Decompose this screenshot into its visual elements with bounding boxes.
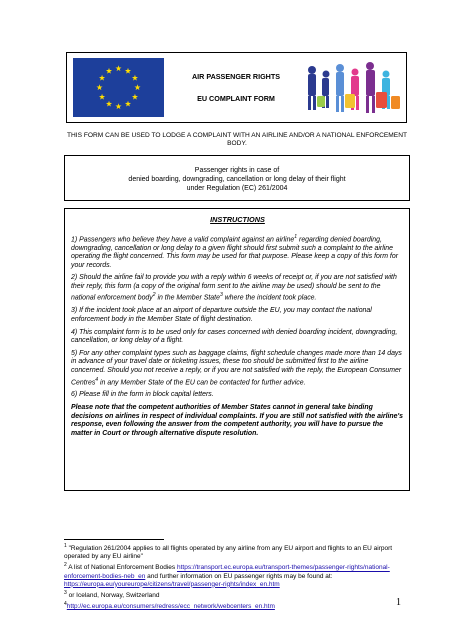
footnote-1 <box>64 542 414 561</box>
footnote-2 <box>64 561 414 588</box>
footnote-2-text-b: and further information on EU passenger rights may be found at: <box>145 572 333 580</box>
instruction-1-text-b: regarding denied boarding, downgrading, cancellation or long delay to a given flight should first submit such a complaint to the airline operating the flight concerned. This form may be used for that purpose. Please keep a copy of this form for your records. <box>71 235 399 269</box>
footnote-2-number: 2 <box>64 562 67 569</box>
instructions-box <box>64 208 410 491</box>
footnote-3-number: 3 <box>64 589 67 596</box>
footnotes <box>64 542 414 611</box>
passenger-rights-box <box>64 155 410 201</box>
form-header-box <box>66 52 407 123</box>
form-title-line2: EU COMPLAINT FORM <box>197 94 275 103</box>
instruction-2-text-c: where the incident took place. <box>222 294 317 302</box>
instruction-6: 6) Please fill in the form in block capital letters. <box>71 391 214 399</box>
instruction-2-text-b: in the Member State <box>155 294 220 302</box>
form-title-line1: AIR PASSENGER RIGHTS <box>191 72 281 81</box>
page-number: 1 <box>396 597 401 608</box>
instruction-5-text-b: in any Member State of the EU can be contacted for further advice. <box>98 378 306 386</box>
instruction-4: 4) This complaint form is to be used only for cases concerned with denied boarding incident, downgrading, cancellation, or long delay of a flight. <box>71 328 398 345</box>
footnote-ref-4: 4 <box>95 376 99 383</box>
footnote-ref-3: 3 <box>219 292 223 299</box>
footnote-4 <box>64 600 414 611</box>
ecc-network-link[interactable]: http://ec.europa.eu/consumers/redress/ecc_network/webcenters_en.htm <box>66 603 275 611</box>
rights-line3: under Regulation (EC) 261/2004 <box>186 185 288 192</box>
footnote-1-text: "Regulation 261/2004 applies to all flights operated by any airline from any EU airport and flights to an EU airport operated by any EU airline" <box>64 545 393 561</box>
rights-line2: denied boarding, downgrading, cancellation or long delay of their flight <box>128 176 346 183</box>
footnote-2-text-a: A list of National Enforcement Bodies <box>66 564 177 572</box>
neb-list-link[interactable]: https://transport.ec.europa.eu/transport-themes/passenger-rights/national-enforcement-bodies-neb_en <box>64 564 390 580</box>
passengers-illustration <box>300 56 404 120</box>
intro-note: THIS FORM CAN BE USED TO LODGE A COMPLAINT WITH AN AIRLINE AND/OR A NATIONAL ENFORCEMENT BODY. <box>66 132 407 147</box>
instruction-2 <box>71 274 404 303</box>
competent-authorities-note: Please note that the competent authorities of Member States cannot in general take binding decisions on airlines in respect of individual complaints. If you are still not satisfied with the airline's response, even following the answer from the competent authority, you will have to pursue the matter in Court or through alternative dispute resolution. <box>71 404 404 437</box>
footnote-ref-2: 2 <box>152 292 156 299</box>
footnote-3 <box>64 589 414 600</box>
instruction-5-text-a: 5) For any other complaint types such as baggage claims, flight schedule changes made more than 14 days in advance of your travel date or ticketing issues, these too should be submitted first to the airline concerned. Should you not receive a reply, or if you are not satisfied with the reply, the European Consumer Centres <box>71 349 402 386</box>
rights-line1: Passenger rights in case of <box>194 167 280 174</box>
instruction-5 <box>71 350 404 388</box>
instruction-3: 3) If the incident took place at an airport of departure outside the EU, you may contact the national enforcement body in the Member State of flight destination. <box>71 307 372 323</box>
footnote-4-number: 4 <box>64 601 67 608</box>
footnote-1-number: 1 <box>64 543 67 549</box>
instruction-2-text-a: 2) Should the airline fail to provide you with a reply within 6 weeks of receipt or, if you are not satisfied with their reply, this form (a copy of the original form sent to the airline may be used) should be sent to the national enforcement body <box>71 274 397 302</box>
footnote-divider <box>64 539 164 540</box>
eu-flag-icon <box>73 58 164 117</box>
passenger-rights-link[interactable]: https://europa.eu/youreurope/citizens/travel/passenger-rights/index_en.htm <box>64 580 280 588</box>
footnote-3-text: or Iceland, Norway, Switzerland <box>66 591 160 599</box>
instruction-1-text-a: 1) Passengers who believe they have a valid complaint against an airline <box>71 235 295 243</box>
form-title <box>177 71 295 104</box>
instruction-1 <box>71 233 404 271</box>
footnote-ref-1: 1 <box>294 233 298 240</box>
instructions-title: INSTRUCTIONS <box>210 215 265 224</box>
